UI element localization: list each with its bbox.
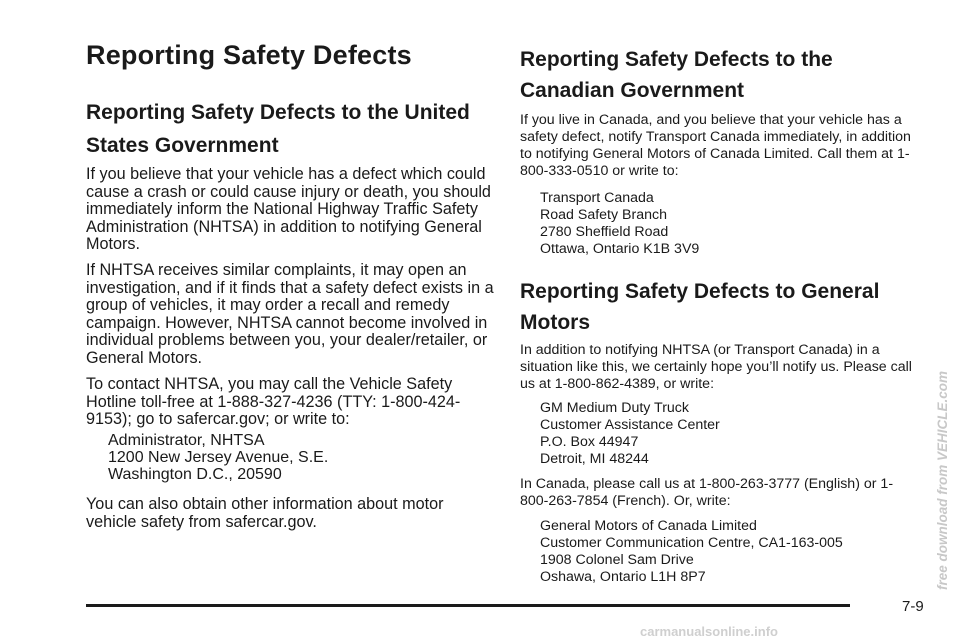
address-line: Customer Communication Centre, CA1-163-005	[540, 535, 843, 551]
address-line: Detroit, MI 48244	[540, 451, 649, 467]
us-paragraph-4: You can also obtain other information about motor vehicle safety from safercar.gov.	[86, 495, 444, 531]
canada-government-heading: Reporting Safety Defects to the Canadian Government	[520, 48, 833, 102]
general-motors-heading: Reporting Safety Defects to General Motors	[520, 280, 880, 334]
address-line: Road Safety Branch	[540, 207, 667, 223]
footer-rule	[86, 604, 850, 607]
address-line: 1908 Colonel Sam Drive	[540, 552, 694, 568]
nhtsa-address	[108, 432, 328, 483]
address-line: Customer Assistance Center	[540, 417, 720, 433]
us-paragraph-3: To contact NHTSA, you may call the Vehicle Safety Hotline toll-free at 1-888-327-4236 (TTY: 1-800-424-9153); go to safercar.gov; or write to:	[86, 375, 461, 429]
gm-truck-address	[540, 400, 720, 468]
us-government-heading: Reporting Safety Defects to the United States Government	[86, 101, 470, 157]
address-line: Administrator, NHTSA	[108, 432, 265, 449]
address-line: General Motors of Canada Limited	[540, 518, 757, 534]
gm-canada-address	[540, 518, 843, 586]
canada-paragraph: If you live in Canada, and you believe that your vehicle has a safety defect, notify Transport Canada immediately, in addition to notifying General Motors of Canada Limited. Call them at 1-800-333-0510 or write to:	[520, 112, 911, 179]
address-line: Transport Canada	[540, 190, 654, 206]
address-line: Oshawa, Ontario L1H 8P7	[540, 569, 706, 585]
us-paragraph-1: If you believe that your vehicle has a defect which could cause a crash or could cause injury or death, you should immediately inform the National Highway Traffic Safety Administration (NHTSA) in addition to notifying General Motors.	[86, 165, 491, 254]
address-line: Ottawa, Ontario K1B 3V9	[540, 241, 700, 257]
transport-canada-address	[540, 190, 699, 258]
address-line: P.O. Box 44947	[540, 434, 639, 450]
page-title: Reporting Safety Defects	[86, 40, 412, 70]
address-line: Washington D.C., 20590	[108, 466, 282, 483]
page-number: 7-9	[902, 598, 924, 615]
footer-watermark: carmanualsonline.info	[640, 624, 778, 639]
address-line: 1200 New Jersey Avenue, S.E.	[108, 449, 329, 466]
gm-paragraph: In addition to notifying NHTSA (or Transport Canada) in a situation like this, we certainly hope you’ll notify us. Please call us at 1-800-862-4389, or write:	[520, 342, 912, 392]
address-line: GM Medium Duty Truck	[540, 400, 689, 416]
gm-canada-paragraph: In Canada, please call us at 1-800-263-3777 (English) or 1-800-263-7854 (French). Or, write:	[520, 476, 894, 509]
watermark-text: free download from VEHICLE.com	[935, 370, 951, 590]
side-watermark	[928, 340, 958, 620]
us-paragraph-2: If NHTSA receives similar complaints, it may open an investigation, and if it finds that a safety defect exists in a group of vehicles, it may order a recall and remedy campaign. However, NHTSA cannot become involved in individual problems between you, your dealer/retailer, or General Motors.	[86, 261, 494, 367]
address-line: 2780 Sheffield Road	[540, 224, 669, 240]
